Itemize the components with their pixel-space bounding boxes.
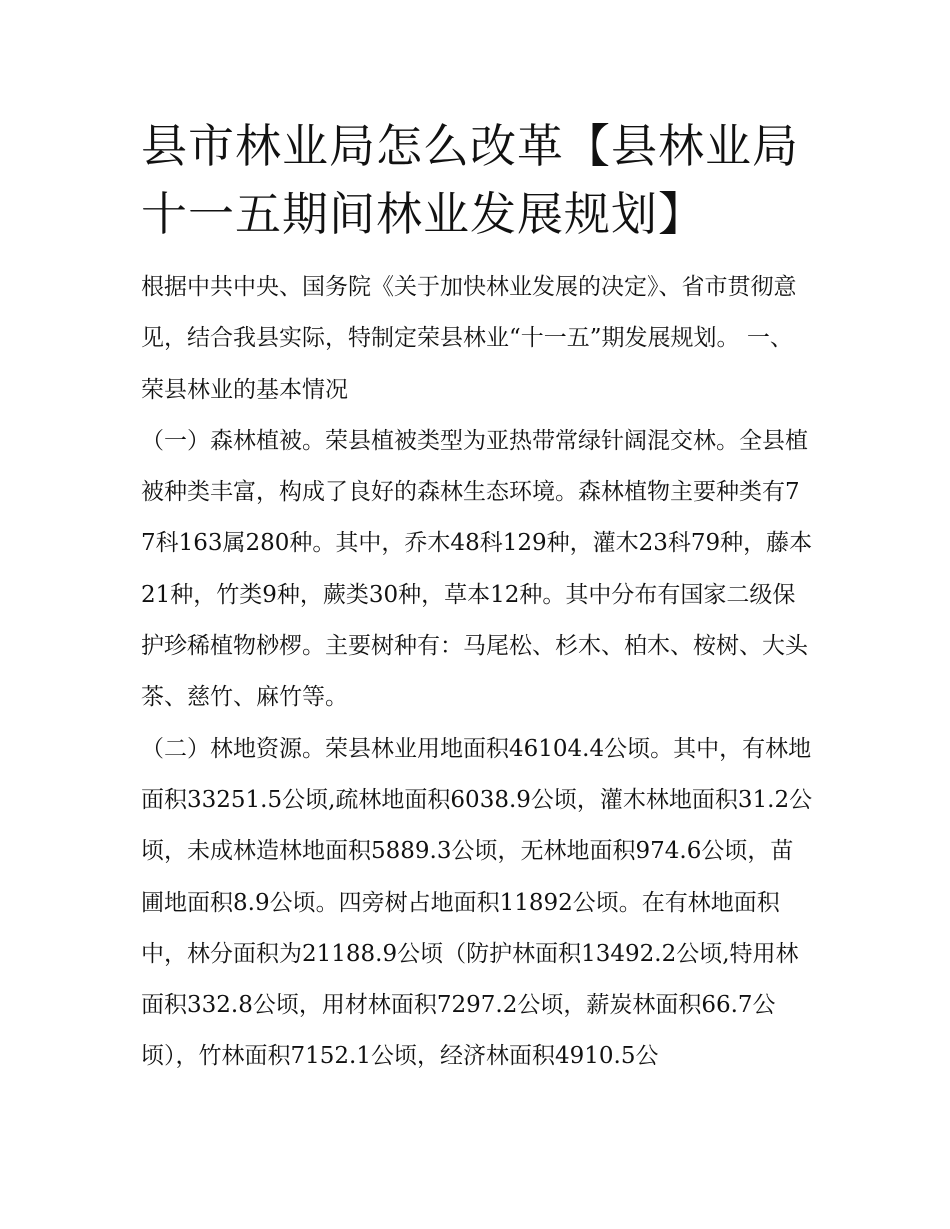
paragraph-forest-land-resources: （二）林地资源。荣县林业用地面积46104.4公顷。其中，有林地面积33251.5公顷,疏林地面积6038.9公顷，灌木林地面积31.2公顷，未成林造林地面积5889.3公顷，无林地面积974.6公顷，苗圃地面积8.9公顷。四旁树占地面积11892公顷。在有林地面积中，林分面积为21188.9公顷（防护林面积13492.2公顷,特用林面积332.8公顷，用材林面积7297.2公顷，薪炭林面积66.7公顷），竹林面积7152.1公顷，经济林面积4910.5公 (141, 735, 813, 1070)
paragraph-intro: 根据中共中央、国务院《关于加快林业发展的决定》、省市贯彻意见，结合我县实际，特制定荣县林业“十一五”期发展规划。 一、荣县林业的基本情况 (141, 274, 797, 403)
paragraph-forest-vegetation: （一）森林植被。荣县植被类型为亚热带常绿针阔混交林。全县植被种类丰富，构成了良好的森林生态环境。森林植物主要种类有77科163属280种。其中，乔木48科129种，灌木23科79种，藤本21种，竹类9种，蕨类30种，草本12种。其中分布有国家二级保护珍稀植物桫椤。主要树种有：马尾松、杉木、柏木、桉树、大头茶、慈竹、麻竹等。 (141, 427, 813, 711)
document-title: 县市林业局怎么改革【县林业局十一五期间林业发展规划】 (141, 119, 799, 241)
document-page (141, 112, 813, 1083)
document-body (141, 262, 813, 1083)
